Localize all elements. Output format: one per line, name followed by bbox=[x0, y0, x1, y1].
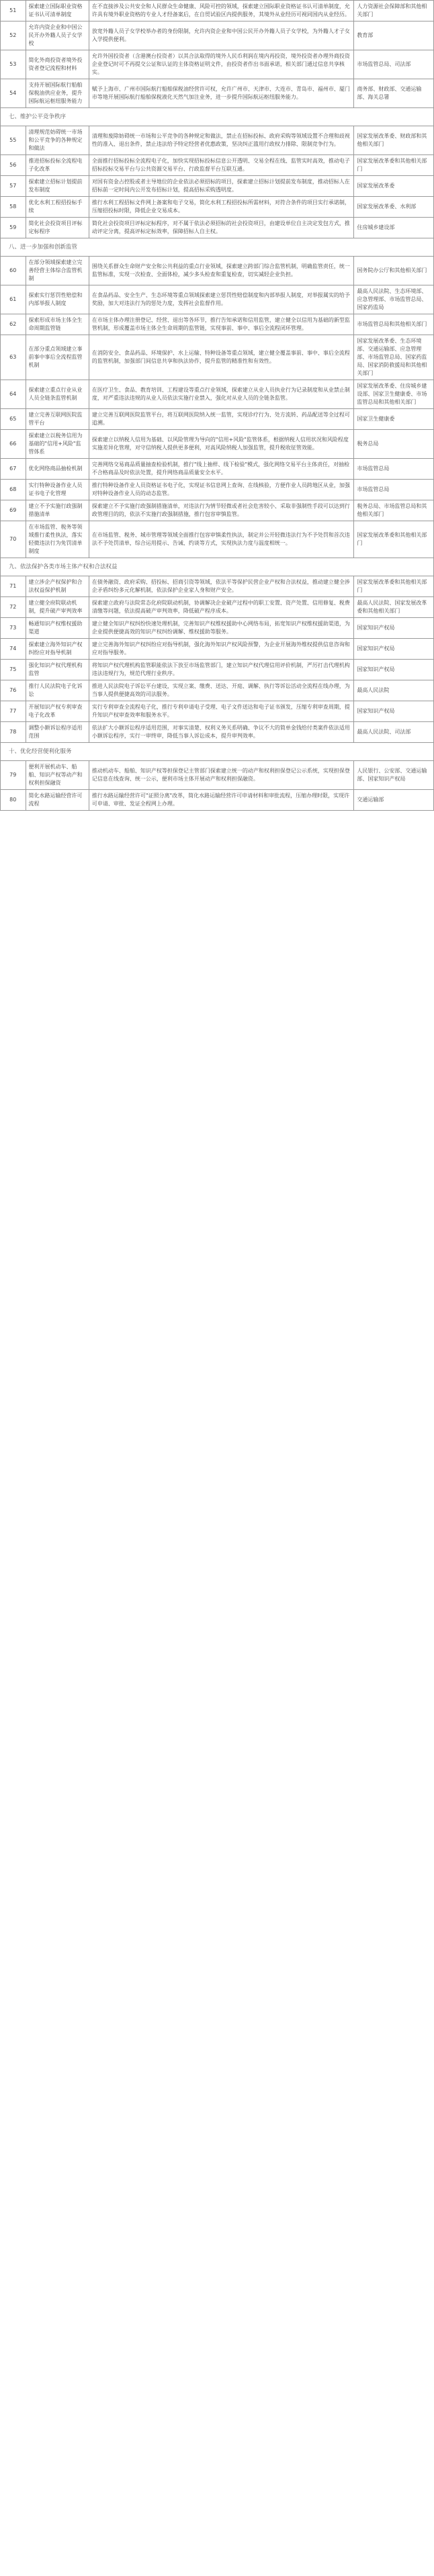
table-row bbox=[1, 176, 434, 197]
responsible-department: 交通运输部 bbox=[354, 790, 434, 811]
row-number: 62 bbox=[1, 314, 26, 335]
row-number: 51 bbox=[1, 1, 26, 21]
table-row bbox=[1, 409, 434, 430]
table-row bbox=[1, 380, 434, 409]
responsible-department: 国家发展改革委、财政部和其他相关部门 bbox=[354, 126, 434, 155]
reform-item: 在市场监管、税务等领域推行柔性执法，落实轻微违法行为免罚清单制度 bbox=[26, 521, 89, 558]
row-number: 61 bbox=[1, 285, 26, 314]
table-row bbox=[1, 335, 434, 380]
rows-section-5-body bbox=[1, 761, 434, 811]
reform-description: 对国有资金占控股或者主导地位的企业依法必须招标的项目，探索建立招标计划提前发布制度，推动招标人在招标前一定时间内公开发布招标计划，提高招标采购透明度。 bbox=[89, 176, 354, 197]
table-row bbox=[1, 576, 434, 597]
table-row bbox=[1, 701, 434, 722]
table-row bbox=[1, 218, 434, 238]
reform-item: 简化社会投资项目评标定标程序 bbox=[26, 218, 89, 238]
row-number: 77 bbox=[1, 701, 26, 722]
table-row bbox=[1, 285, 434, 314]
reform-description: 完善网络交易商品质量抽查检验机制，推行"线上抽样、线下检验"模式，强化网络交易平台主体责任，对抽检不合格商品及时依法处置，提升网络商品质量安全水平。 bbox=[89, 459, 354, 480]
section-heading-2: 七、维护公平竞争秩序 bbox=[0, 108, 434, 126]
row-number: 64 bbox=[1, 380, 26, 409]
row-number: 57 bbox=[1, 176, 26, 197]
reform-item: 便利开展机动车、船舶、知识产权等动产和权利担保融资 bbox=[26, 761, 89, 790]
table-row bbox=[1, 79, 434, 108]
reform-description: 简化社会投资项目评标定标程序，对不属于依法必须招标的社会投资项目，由建设单位自主决定发包方式，推动评定分离，提高评标定标效率，保障招标人自主权。 bbox=[89, 218, 354, 238]
row-number: 59 bbox=[1, 218, 26, 238]
responsible-department: 税务总局 bbox=[354, 430, 434, 459]
section-heading-5: 十、优化经营便利化服务 bbox=[0, 743, 434, 760]
reform-measures-table-part-5 bbox=[0, 760, 434, 811]
reform-description: 探索建立不予实施行政强制措施清单，对违法行为情节轻微或者社会危害较小、采取非强制性手段可以达到行政管理目的的，依法不实施行政强制措施，推行包容审慎监管。 bbox=[89, 500, 354, 521]
row-number: 73 bbox=[1, 618, 26, 639]
responsible-department: 人力资源社会保障部和其他相关部门 bbox=[354, 1, 434, 21]
responsible-department: 国家卫生健康委 bbox=[354, 409, 434, 430]
reform-item: 探索建立以税务信用为基础的"信用+风险"监管体系 bbox=[26, 430, 89, 459]
responsible-department: 市场监管总局 bbox=[354, 480, 434, 500]
row-number: 66 bbox=[1, 430, 26, 459]
reform-description: 在食品药品、安全生产、生态环境等重点领域探索建立惩罚性赔偿制度和内部举报人制度，对举报属实的给予奖励，加大对违法行为的惩处力度，发挥社会监督作用。 bbox=[89, 285, 354, 314]
reform-description: 依法扩大小额诉讼程序适用范围，对事实清楚、权利义务关系明确、争议不大的简单金钱给付类案件依法适用小额诉讼程序，实行一审终审，降低当事人诉讼成本，提升审判效率。 bbox=[89, 722, 354, 743]
reform-description: 放宽外籍人员子女学校举办者的身份限制，允许内资企业和中国公民开办外籍人员子女学校，为外籍人才子女入学提供便利。 bbox=[89, 21, 354, 50]
reform-description: 建立健全知识产权纠纷快速处理机制，完善知识产权维权援助中心网络布局，拓宽知识产权维权援助渠道，为企业提供便捷高效的知识产权纠纷调解、维权援助等服务。 bbox=[89, 618, 354, 639]
reform-measures-table-part-4 bbox=[0, 576, 434, 743]
table-row bbox=[1, 521, 434, 558]
reform-description: 全面推行招标投标全流程电子化，加快实现招标投标信息公开透明、交易全程在线、监管实时高效，推动电子招标投标交易平台与公共资源交易平台、行政监督平台互联互通。 bbox=[89, 155, 354, 176]
reform-measures-table-part-3 bbox=[0, 256, 434, 558]
reform-item: 建立涉企产权保护和合法权益保护机制 bbox=[26, 576, 89, 597]
table-row bbox=[1, 314, 434, 335]
table-row bbox=[1, 21, 434, 50]
reform-item: 建立健全府院联动机制，提升破产审判效率 bbox=[26, 597, 89, 618]
reform-item: 调整小额诉讼程序适用范围 bbox=[26, 722, 89, 743]
rows-section-2-body bbox=[1, 126, 434, 238]
reform-item: 简化水路运输经营许可流程 bbox=[26, 790, 89, 811]
reform-measures-table-part-1 bbox=[0, 0, 434, 108]
rows-section-4-body bbox=[1, 576, 434, 743]
reform-description: 探索建立以纳税人信用为基础、以风险管理为导向的"信用+风险"监管体系，根据纳税人信用状况和风险程度实施差异化管理，对守信纳税人提供更多便利，对高风险纳税人加强监管，提升税收征管效能。 bbox=[89, 430, 354, 459]
responsible-department: 国家知识产权局 bbox=[354, 660, 434, 680]
row-number: 71 bbox=[1, 576, 26, 597]
reform-item: 在部分重点领域建立事前事中事后全流程监管机制 bbox=[26, 335, 89, 380]
row-number: 60 bbox=[1, 257, 26, 285]
responsible-department: 国家发展改革委、生态环境部、交通运输部、应急管理部、市场监管总局、国家药监局、国家消防救援局和其他相关部门 bbox=[354, 335, 434, 380]
reform-item: 建立不予实施行政强制措施清单 bbox=[26, 500, 89, 521]
table-row bbox=[1, 430, 434, 459]
row-number: 63 bbox=[1, 335, 26, 380]
row-number: 65 bbox=[1, 409, 26, 430]
reform-description: 推动机动车、船舶、知识产权等担保登记主管部门探索建立统一的动产和权利担保登记公示系统，实现担保登记信息在线查询、统一公示，便利市场主体开展动产和权利担保融资。 bbox=[89, 761, 354, 790]
responsible-department: 国家知识产权局 bbox=[354, 701, 434, 722]
reform-item: 强化知识产权代理机构监管 bbox=[26, 660, 89, 680]
responsible-department: 人民银行、公安部、交通运输部、国家知识产权局 bbox=[354, 761, 434, 790]
reform-item: 允许内资企业和中国公民开办外籍人员子女学校 bbox=[26, 21, 89, 50]
rows-section-3-body bbox=[1, 257, 434, 558]
reform-item: 探索形成市场主体全生命周期监管链 bbox=[26, 314, 89, 335]
reform-description: 清理和废除妨碍统一市场和公平竞争的各种规定和做法，禁止在招标投标、政府采购等领域设置不合理和歧视性的准入、退出条件，禁止违法给予特定经营者优惠政策，坚决纠正滥用行政权力排除、限制竞争行为。 bbox=[89, 126, 354, 155]
row-number: 78 bbox=[1, 722, 26, 743]
reform-item: 推行人民法院电子化诉讼 bbox=[26, 680, 89, 701]
responsible-department: 国家发展改革委、水利部 bbox=[354, 197, 434, 218]
row-number: 53 bbox=[1, 50, 26, 79]
responsible-department: 最高人民法院、司法部 bbox=[354, 722, 434, 743]
reform-item: 探索建立海外知识产权纠纷应对指导机制 bbox=[26, 639, 89, 660]
reform-item: 建立完善互联网医院监管平台 bbox=[26, 409, 89, 430]
reform-description: 建立完善互联网医院监管平台，将互联网医院纳入统一监管，实现诊疗行为、处方流转、药品配送等全过程可追溯。 bbox=[89, 409, 354, 430]
row-number: 74 bbox=[1, 639, 26, 660]
reform-description: 将知识产权代理机构监管职能依法下放至市场监管部门，建立知识产权代理信用评价机制，严厉打击代理机构违法违规行为，规范代理行业秩序。 bbox=[89, 660, 354, 680]
responsible-department: 市场监管总局和其他相关部门 bbox=[354, 314, 434, 335]
row-number: 70 bbox=[1, 521, 26, 558]
responsible-department: 市场监管总局 bbox=[354, 459, 434, 480]
row-number: 67 bbox=[1, 459, 26, 480]
responsible-department: 税务总局、市场监管总局和其他相关部门 bbox=[354, 500, 434, 521]
row-number: 80 bbox=[1, 790, 26, 811]
responsible-department: 国家发展改革委和其他相关部门 bbox=[354, 576, 434, 597]
reform-description: 推行水利工程招标文件网上备案和电子交易，简化水利工程招投标所需材料，对符合条件的项目实行承诺制，压缩招投标时限，降低企业交易成本。 bbox=[89, 197, 354, 218]
reform-description: 推行水路运输经营许可"证照分离"改革，简化水路运输经营许可申请材料和审批流程，压缩办理时限，实现许可申请、审批、发证全程网上办理。 bbox=[89, 790, 354, 811]
reform-item: 开展知识产权专利审查电子化改革 bbox=[26, 701, 89, 722]
table-row bbox=[1, 618, 434, 639]
responsible-department: 最高人民法院、生态环境部、应急管理部、市场监管总局、国家药监局 bbox=[354, 285, 434, 314]
policy-table-document bbox=[0, 0, 434, 811]
reform-description: 在债务融资、政府采购、招投标、招商引资等领域，依法平等保护民营企业产权和合法权益，推动建立健全涉企矛盾纠纷多元化解机制，依法保护企业家人身和财产安全。 bbox=[89, 576, 354, 597]
table-row bbox=[1, 155, 434, 176]
table-row bbox=[1, 680, 434, 701]
responsible-department: 教育部 bbox=[354, 21, 434, 50]
section-heading-4: 九、依法保护各类市场主体产权和合法权益 bbox=[0, 558, 434, 576]
responsible-department: 国家发展改革委和其他相关部门 bbox=[354, 155, 434, 176]
reform-item: 清理规范妨碍统一市场和公平竞争的各种规定和做法 bbox=[26, 126, 89, 155]
reform-description: 在医疗卫生、食品、教育培训、工程建设等重点行业领域，探索建立从业人员执业行为记录制度和从业禁止制度，对严重违法违规的从业人员依法实施行业禁入，强化对从业人员的全链条监管。 bbox=[89, 380, 354, 409]
reform-item: 探索建立国际职业资格证书认可清单制度 bbox=[26, 1, 89, 21]
table-row bbox=[1, 761, 434, 790]
responsible-department: 国家发展改革委和其他相关部门 bbox=[354, 521, 434, 558]
reform-item: 探索建立招标计划提前发布制度 bbox=[26, 176, 89, 197]
responsible-department: 国家发展改革委 bbox=[354, 176, 434, 197]
row-number: 54 bbox=[1, 79, 26, 108]
reform-item: 优化水利工程招投标手续 bbox=[26, 197, 89, 218]
reform-item: 简化外商投资者境外投资者登记流程和材料 bbox=[26, 50, 89, 79]
table-row bbox=[1, 197, 434, 218]
table-row bbox=[1, 500, 434, 521]
reform-item: 在部分领域探索建立完善经营主体综合监管机制 bbox=[26, 257, 89, 285]
reform-description: 推进人民法院电子诉讼平台建设，实现立案、缴费、送达、开庭、调解、执行等诉讼活动全流程在线办理，为当事人提供便捷高效的司法服务。 bbox=[89, 680, 354, 701]
reform-description: 允许外国投资者（含港澳台投资者）以其合法取得的境外人民币利润在境内再投资，境外投资者办理外商投资企业登记时可不再提交公证和认证的主体资格证明文件，由投资者作出书面承诺，相关部门通过信息共享核实。 bbox=[89, 50, 354, 79]
section-heading-3: 八、进一步加强和创新监管 bbox=[0, 238, 434, 256]
row-number: 56 bbox=[1, 155, 26, 176]
reform-item: 优化网络商品抽检机制 bbox=[26, 459, 89, 480]
reform-item: 探索实行惩罚性赔偿和内部举报人制度 bbox=[26, 285, 89, 314]
table-row bbox=[1, 790, 434, 811]
reform-description: 探索建立政府与法院常态化府院联动机制，协调解决企业破产过程中的职工安置、资产处置、信用修复、税费清缴等问题，依法提高破产审判效率，降低破产程序成本。 bbox=[89, 597, 354, 618]
responsible-department: 国家知识产权局 bbox=[354, 618, 434, 639]
table-row bbox=[1, 722, 434, 743]
row-number: 72 bbox=[1, 597, 26, 618]
reform-item: 探索建立重点行业从业人员全链条监管机制 bbox=[26, 380, 89, 409]
reform-description: 在不直接涉及公共安全和人民群众生命健康、风险可控的领域，探索建立国际职业资格证书认可清单制度，允许具有境外职业资格的专业人才经备案后，在自贸试验区内提供服务，其境外从业经历可视同国内从业经历。 bbox=[89, 1, 354, 21]
table-row bbox=[1, 257, 434, 285]
reform-description: 赋予上海市、广州市国际航行船舶保税油经营许可权，允许广州市、天津市、大连市、青岛市、福州市、厦门市等地开展国际航行船舶保税液化天然气加注业务，进一步提升国际航运枢纽服务能力。 bbox=[89, 79, 354, 108]
row-number: 79 bbox=[1, 761, 26, 790]
responsible-department: 住房城乡建设部 bbox=[354, 218, 434, 238]
reform-item: 推进招标投标全流程电子化改革 bbox=[26, 155, 89, 176]
responsible-department: 国家发展改革委、住房城乡建设部、国家卫生健康委、市场监管总局和其他相关部门 bbox=[354, 380, 434, 409]
table-row bbox=[1, 480, 434, 500]
table-row bbox=[1, 126, 434, 155]
row-number: 76 bbox=[1, 680, 26, 701]
row-number: 52 bbox=[1, 21, 26, 50]
row-number: 58 bbox=[1, 197, 26, 218]
responsible-department: 国家知识产权局 bbox=[354, 639, 434, 660]
reform-measures-table-part-2 bbox=[0, 126, 434, 238]
responsible-department: 国务院办公厅和其他相关部门 bbox=[354, 257, 434, 285]
table-row bbox=[1, 597, 434, 618]
reform-description: 在消防安全、食品药品、环境保护、水上运输、特种设备等重点领域，建立健全覆盖事前、事中、事后全流程的监管机制，加强部门间信息共享和执法协作，提升监管的精准性和有效性。 bbox=[89, 335, 354, 380]
table-row bbox=[1, 50, 434, 79]
row-number: 68 bbox=[1, 480, 26, 500]
responsible-department: 最高人民法院、国家发展改革委和其他相关部门 bbox=[354, 597, 434, 618]
reform-description: 推行特种设备作业人员资格证书电子化，实现证书信息网上查询、在线核验，方便作业人员跨地区从业，加强对特种设备作业人员的动态监管。 bbox=[89, 480, 354, 500]
table-row bbox=[1, 459, 434, 480]
rows-before-2-body bbox=[1, 1, 434, 108]
responsible-department: 市场监管总局、司法部 bbox=[354, 50, 434, 79]
row-number: 55 bbox=[1, 126, 26, 155]
reform-description: 实行专利审查全流程电子化，推行专利申请电子受理、电子文件送达和电子证书颁发，压缩专利审查周期，提升知识产权审查效率和服务水平。 bbox=[89, 701, 354, 722]
reform-description: 在市场监管、税务、城市管理等领域全面推行包容审慎柔性执法，制定并公开轻微违法行为不予处罚和首次违法不予处罚清单，综合运用提示、告诫、约谈等方式，实现执法力度与温度相统一。 bbox=[89, 521, 354, 558]
responsible-department: 商务部、财政部、交通运输部、海关总署 bbox=[354, 79, 434, 108]
reform-item: 畅通知识产权维权援助渠道 bbox=[26, 618, 89, 639]
row-number: 75 bbox=[1, 660, 26, 680]
responsible-department: 最高人民法院 bbox=[354, 680, 434, 701]
table-row bbox=[1, 1, 434, 21]
reform-description: 围绕关系群众生命财产安全和公共利益的重点行业领域，探索建立跨部门综合监管机制，明确监管责任，统一监管标准，实现一次检查、全面体检，减少多头检查和重复检查，切实减轻企业负担。 bbox=[89, 257, 354, 285]
table-row bbox=[1, 660, 434, 680]
reform-description: 在市场主体办理注册登记、经营、退出等各环节，推行告知承诺和信用监管，建立健全以信用为基础的新型监管机制，形成覆盖市场主体全生命周期的监管链，实现事前、事中、事后全流程闭环管理。 bbox=[89, 314, 354, 335]
reform-description: 建立完善海外知识产权纠纷应对指导机制，强化海外知识产权风险预警，为企业开展海外维权提供信息咨询和应对指导服务。 bbox=[89, 639, 354, 660]
reform-item: 支持开展国际航行船舶保税油供应业务，提升国际航运枢纽服务能力 bbox=[26, 79, 89, 108]
row-number: 69 bbox=[1, 500, 26, 521]
table-row bbox=[1, 639, 434, 660]
reform-item: 实行特种设备作业人员证书电子化管理 bbox=[26, 480, 89, 500]
